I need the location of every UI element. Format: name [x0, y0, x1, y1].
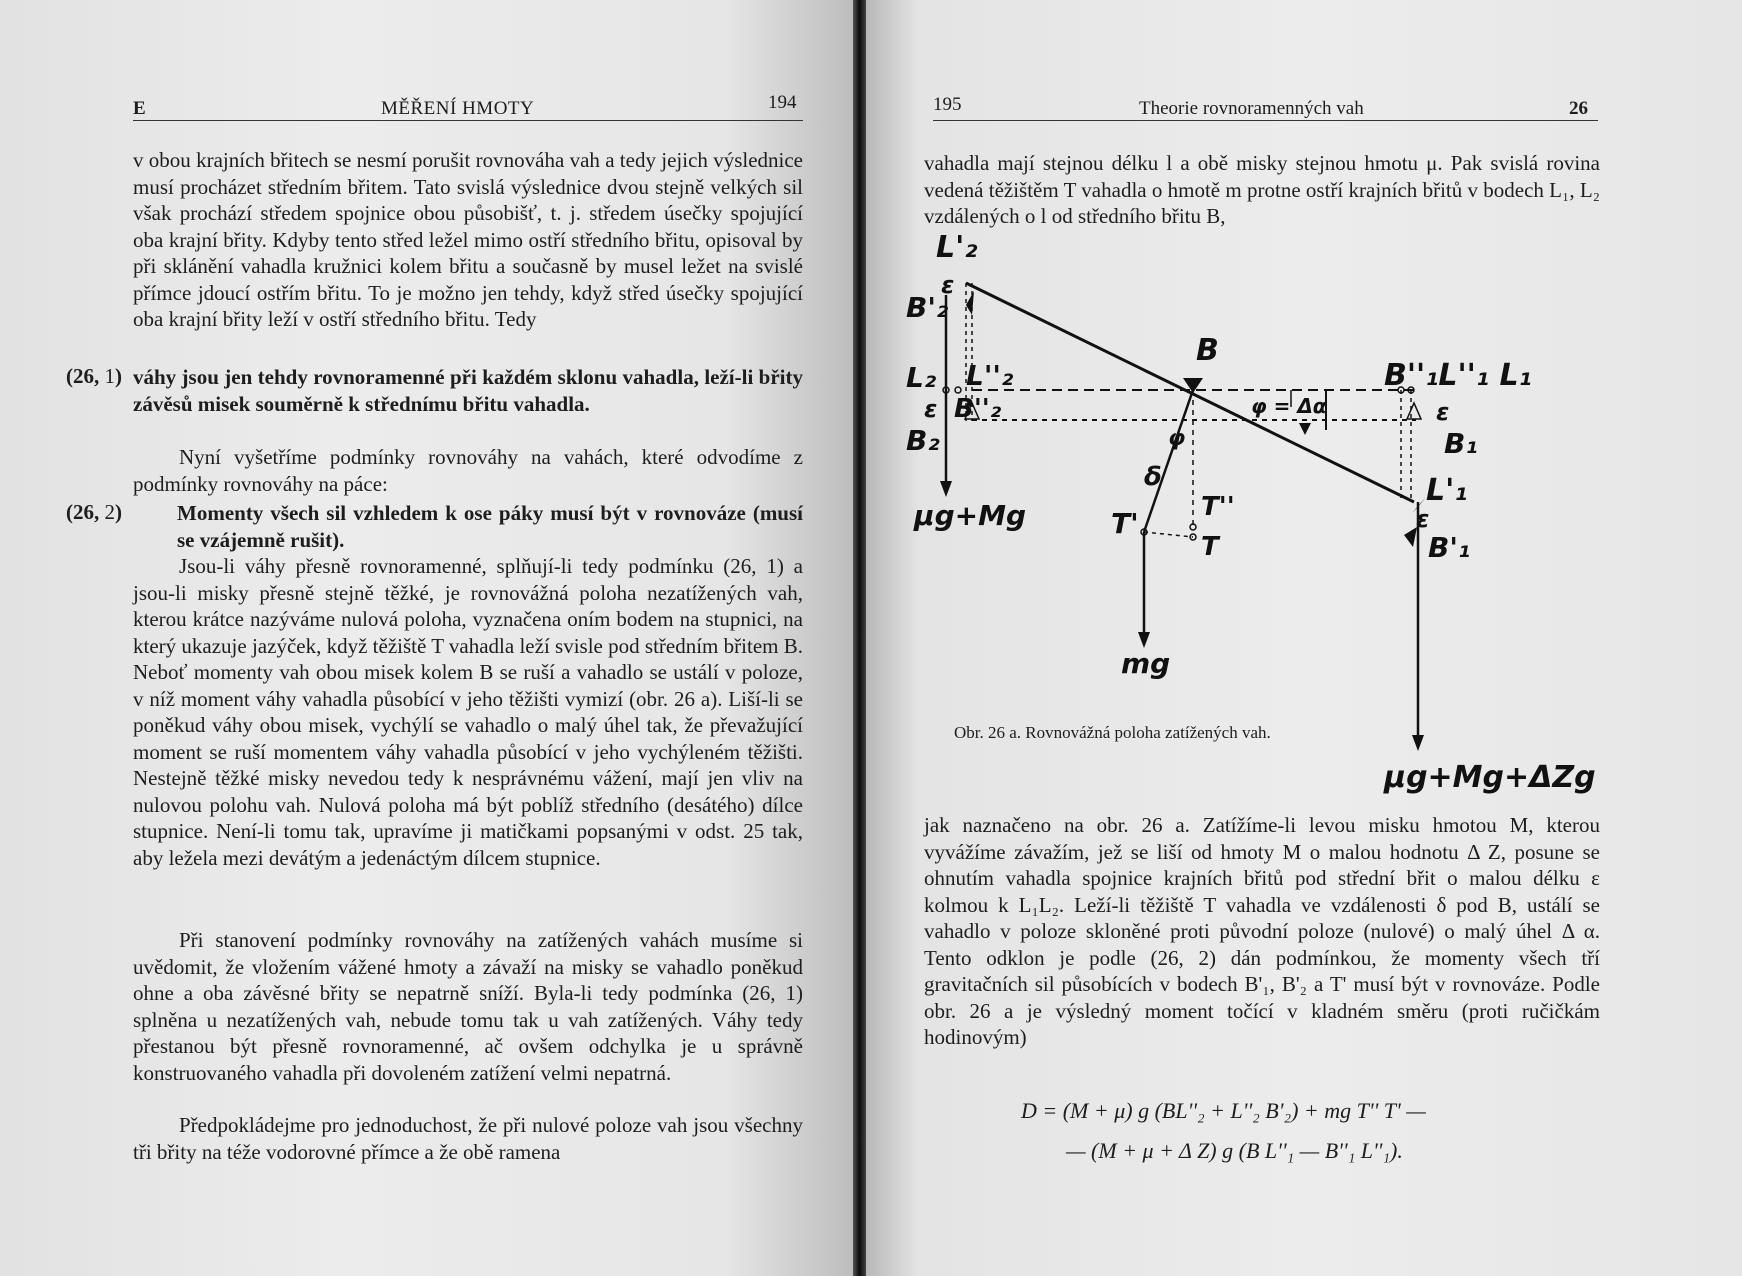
- paragraph: [924, 812, 1600, 1051]
- label-epsilon: ε: [1436, 398, 1450, 426]
- label-L2-prime: L'₂: [936, 235, 978, 265]
- label-T-double-prime: T'': [1201, 492, 1235, 522]
- page-number: 194: [768, 92, 797, 113]
- label-B1: B₁: [1444, 427, 1478, 460]
- label-L2-double-prime: L''₂: [966, 359, 1014, 392]
- right-page: [866, 0, 1742, 1276]
- header-letter: E: [133, 98, 146, 119]
- paragraph: [133, 444, 803, 497]
- paragraph-2: Nyní vyšetříme podmínky rovnováhy na vahách, které odvodíme z podmínky rovnováhy na páce:: [133, 445, 803, 496]
- header-rule: [933, 120, 1598, 121]
- label-B2: B₂: [906, 424, 940, 457]
- label-delta: δ: [1144, 462, 1162, 492]
- left-page: [0, 0, 853, 1276]
- statement-2-text: Momenty všech sil vzhledem k ose páky musí být v rovnováze (musí se vzájemně rušit).: [177, 501, 803, 552]
- header-rule: [133, 120, 803, 121]
- label-right-force: μg+Mg+ΔZg: [1384, 760, 1596, 795]
- section-number: 26: [1569, 98, 1588, 119]
- paragraph-2: jak naznačeno na obr. 26 a. Zatížíme-li levou misku hmotou M, kterou vyvážíme závažím, jež se liší od hmoty M o malou hodnotu Δ Z, posune se ohnutím vahadla spojnice krajních břitů pod střední břit o malou délku ε kolmou k L₁L₂. Leží-li těžiště T vahadla ve vzdálenosti δ pod B, ustálí se vahadlo v poloze skloněné proti původní poloze (nulové) o malý úhel Δ α. Tento odklon je podle (26, 2) dán podmínkou, že momenty všech tří gravitačních sil působících v bodech B'₁, B'₂ a T' musí být v rovnováze. Podle obr. 26 a je výsledný moment točící v kladném směru (proti ručičkám hodinovým): [924, 813, 1600, 1049]
- paragraph-4: Při stanovení podmínky rovnováhy na zatížených vahách musíme si uvědomit, že vložením vážené hmoty a závaží na misky se vahadlo poněkud ohne a oba závěsné břity se nepatrně sníží. Byla-li tedy podmínka (26, 1) splněna u nezatížených vah, nebude tomu tak u vah zatížených. Váhy tedy přestanou být přesně rovnoramenné, ač ovšem odchylka je u správně konstruovaného vahadla při dovoleném zatížení velmi nepatrná.: [133, 928, 803, 1085]
- equation-label-sub: 2: [104, 500, 115, 524]
- header-title: Theorie rovnoramenných vah: [1139, 98, 1364, 119]
- paragraph-5: Předpokládejme pro jednoduchost, že při nulové poloze vah jsou všechny tři břity na téže vodorovné přímce a že obě ramena: [133, 1113, 803, 1164]
- balance-diagram: [906, 235, 1626, 795]
- header-title: MĚŘENÍ HMOTY: [381, 98, 535, 119]
- statement-1: [133, 364, 803, 417]
- paragraph: [133, 553, 803, 871]
- equation-label-number: 26,: [73, 364, 100, 388]
- equation-label-1: (26, 1): [66, 364, 122, 388]
- book-gutter: [853, 0, 866, 1276]
- paragraph: [133, 147, 803, 333]
- label-epsilon: ε: [1416, 505, 1430, 533]
- label-T: T: [1201, 532, 1219, 562]
- formula-line-1: D = (M + μ) g (BL''₂ + L''₂ B'₂) + mg T'' T' —: [1021, 1098, 1426, 1123]
- equation-label-sub: 1: [104, 364, 115, 388]
- label-B2-prime: B'₂: [906, 291, 949, 324]
- label-epsilon: ε: [924, 395, 938, 423]
- equation-label-number: 26,: [73, 500, 100, 524]
- label-phi: φ: [1168, 426, 1186, 451]
- page-number: 195: [933, 94, 962, 115]
- label-epsilon: ε: [941, 271, 955, 299]
- paragraph-3: Jsou-li váhy přesně rovnoramenné, splňují-li tedy podmínku (26, 1) a jsou-li misky přesně stejně těžké, je rovnovážná poloha nezatížených vah, kterou krátce nazýváme nulová poloha, vyznačena oním bodem na stupnici, na který ukazuje jazýček, když těžiště T vahadla leží svisle pod středním břitem B. Neboť momenty vah obou misek kolem B se ruší a vahadlo se ustálí v poloze, v níž moment váhy vahadla působící v jeho těžišti vymizí (obr. 26 a). Liší-li se poněkud váhy obou misek, vychýlí se vahadlo o malý úhel tak, že převažující moment se ruší momentem váhy vahadla působící v jeho vychýleném těžišti. Nestejně těžké misky nevedou tedy k nesprávnému vážení, mají jen vliv na nulovou polohu vah. Nulová poloha má být poblíž středního (desátého) dílce stupnice. Není-li tomu tak, upravíme ji matičkami popsanými v odst. 25 tak, aby ležela mezi devátým a jedenáctým dílcem stupnice.: [133, 554, 803, 870]
- label-B1-prime: B'₁: [1428, 531, 1471, 564]
- paragraph: [924, 150, 1600, 230]
- label-L1-prime: L'₁: [1426, 473, 1468, 508]
- statement-1-text: váhy jsou jen tehdy rovnoramenné při každém sklonu vahadla, leží-li břity závěsů misek souměrně k střednímu břitu vahadla.: [133, 365, 803, 416]
- statement-2: [177, 500, 803, 553]
- label-B2-double-prime: B''₂: [954, 394, 1002, 424]
- paragraph-1: vahadla mají stejnou délku l a obě misky stejnou hmotu μ. Pak svislá rovina vedená těžištěm T vahadla o hmotě m protne ostří krajních břitů v bodech L₁, L₂ vzdálených o l od středního břitu B,: [924, 151, 1600, 228]
- formula-line-2: — (M + μ + Δ Z) g (B L''₁ — B''₁ L''₁).: [1066, 1138, 1403, 1163]
- paragraph: [133, 1112, 803, 1165]
- label-left-force: μg+Mg: [914, 499, 1027, 532]
- paragraph-1: v obou krajních břitech se nesmí porušit rovnováha vah a tedy jejich výslednice musí procházet středním břitem. Tato svislá výslednice dvou stejně velkých sil však prochází středem spojnice obou působišť, t. j. středem úsečky spojující oba krajní břity. Kdyby tento střed ležel mimo ostří středního břitu, opisoval by při sklánění vahadla kružnici kolem břitu a současně by musel ležet na svislé přímce jdoucí ostřím břitu. To je možno jen tehdy, když střed úsečky spojující oba krajní břity leží v ostří středního břitu. Tedy: [133, 148, 803, 331]
- equation-label-2: (26, 2): [66, 500, 122, 524]
- label-phi-delta-alpha: φ = Δα: [1251, 394, 1327, 418]
- label-T-prime: T': [1111, 507, 1139, 540]
- paragraph: [133, 927, 803, 1086]
- label-B: B: [1196, 333, 1219, 368]
- label-right-top: B''₁L''₁ L₁: [1384, 358, 1532, 393]
- figure-caption: Obr. 26 a. Rovnovážná poloha zatížených vah.: [954, 723, 1271, 742]
- label-L2: L₂: [906, 361, 937, 394]
- label-mg: mg: [1121, 647, 1171, 680]
